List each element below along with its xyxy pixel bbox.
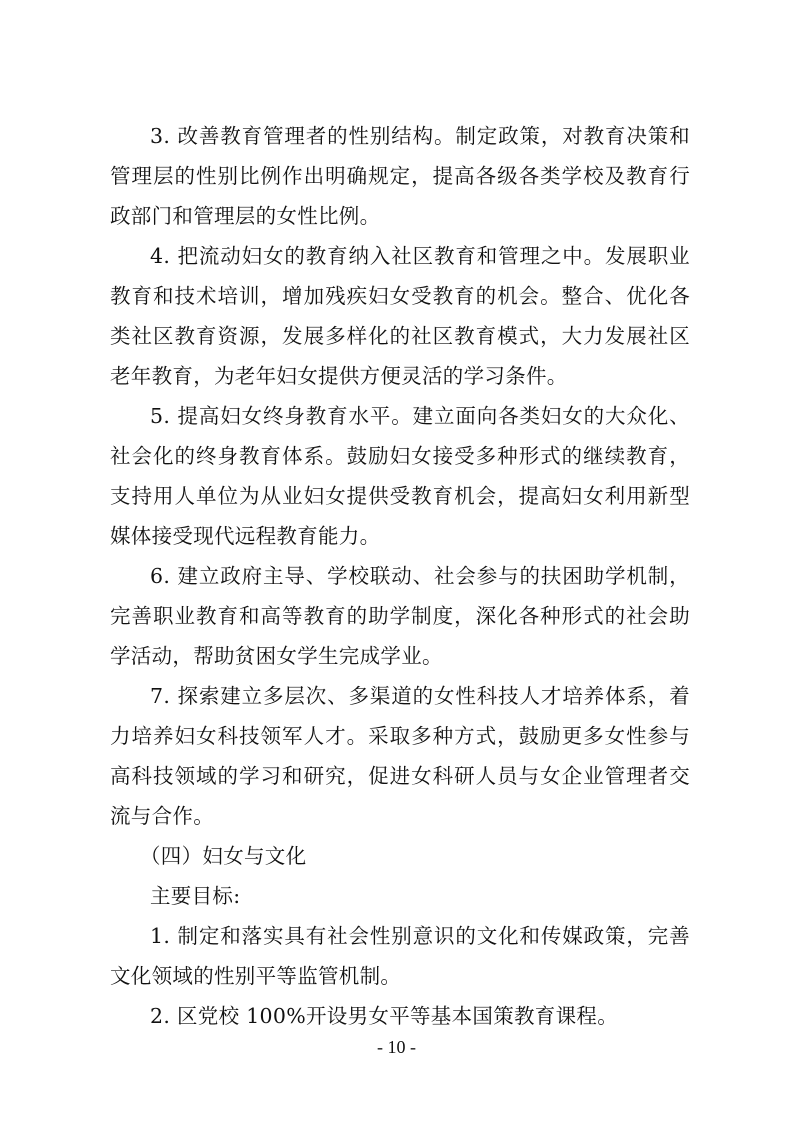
paragraph-4-line-2: 教育和技术培训，增加残疾妇女受教育的机会。整合、优化各 <box>110 284 690 308</box>
paragraph-7-line-3: 高科技领域的学习和研究，促进女科研人员与女企业管理者交 <box>110 764 690 788</box>
paragraph-6-line-1: 6. 建立政府主导、学校联动、社会参与的扶困助学机制， <box>150 564 690 588</box>
paragraph-5-line-3: 支持用人单位为从业妇女提供受教育机会，提高妇女利用新型 <box>110 484 690 508</box>
goal-2-line-1: 2. 区党校 100%开设男女平等基本国策教育课程。 <box>150 1004 618 1028</box>
paragraph-3-line-3: 政部门和管理层的女性比例。 <box>110 204 381 228</box>
paragraph-7-line-4: 流与合作。 <box>110 804 214 828</box>
paragraph-3-line-2: 管理层的性别比例作出明确规定，提高各级各类学校及教育行 <box>110 164 690 188</box>
paragraph-4-line-1: 4. 把流动妇女的教育纳入社区教育和管理之中。发展职业 <box>150 244 690 268</box>
goal-1-line-2: 文化领域的性别平等监管机制。 <box>110 964 402 988</box>
paragraph-4-line-4: 老年教育，为老年妇女提供方便灵活的学习条件。 <box>110 364 568 388</box>
paragraph-7-line-2: 力培养妇女科技领军人才。采取多种方式，鼓励更多女性参与 <box>110 724 690 748</box>
paragraph-6-line-2: 完善职业教育和高等教育的助学制度，深化各种形式的社会助 <box>110 604 690 628</box>
paragraph-7-line-1: 7. 探索建立多层次、多渠道的女性科技人才培养体系，着 <box>150 684 690 708</box>
section-heading: （四）妇女与文化 <box>140 844 307 868</box>
main-goals-label: 主要目标: <box>150 884 241 908</box>
goal-1-line-1: 1. 制定和落实具有社会性别意识的文化和传媒政策，完善 <box>150 924 690 948</box>
paragraph-5-line-2: 社会化的终身教育体系。鼓励妇女接受多种形式的继续教育， <box>110 444 690 468</box>
page-number: - 10 - <box>377 1037 416 1057</box>
paragraph-5-line-4: 媒体接受现代远程教育能力。 <box>110 524 381 548</box>
paragraph-5-line-1: 5. 提高妇女终身教育水平。建立面向各类妇女的大众化、 <box>150 404 690 428</box>
paragraph-6-line-3: 学活动，帮助贫困女学生完成学业。 <box>110 644 443 668</box>
paragraph-4-line-3: 类社区教育资源，发展多样化的社区教育模式，大力发展社区 <box>110 324 690 348</box>
paragraph-3-line-1: 3. 改善教育管理者的性别结构。制定政策，对教育决策和 <box>150 124 690 148</box>
